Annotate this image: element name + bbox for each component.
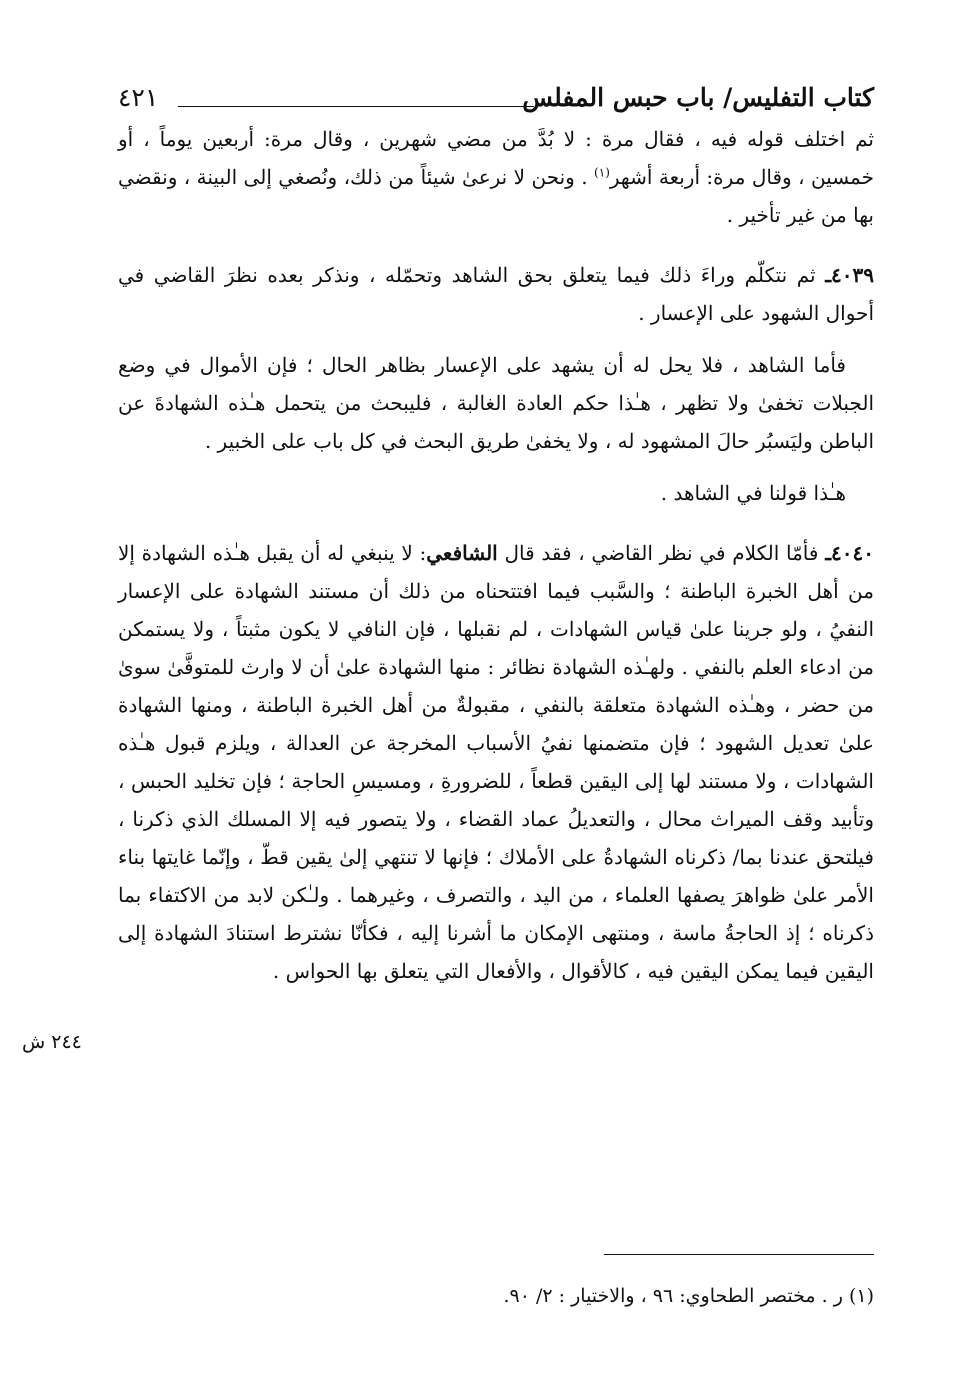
book-page	[118, 78, 874, 1378]
footnote-reference: (١)	[594, 165, 610, 180]
footnote-marker: (١)	[848, 1285, 874, 1307]
paragraph: فأما الشاهد ، فلا يحل له أن يشهد على الإعسار بظاهر الحال ؛ فإن الأموال في وضع الجبلات تخفىٰ ولا تظهر ، هـٰذا حكم العادة الغالبة ، فليبحث من يتحمل هـٰذه الشهادةَ عن الباطن وليَسبُر حالَ المشهود له ، ولا يخفىٰ طريق البحث في كل باب على الخبير .	[118, 353, 874, 453]
footnote-rule	[604, 1254, 874, 1255]
footnote-text: ر . مختصر الطحاوي: ٩٦ ، والاختيار : ٢/ ٩٠.	[503, 1285, 843, 1307]
body-text	[118, 120, 874, 990]
footnote	[118, 1281, 874, 1311]
page-number: ٤٢١	[118, 83, 159, 112]
bold-name: الشافعي	[426, 541, 498, 565]
paragraph: ثم اختلف قوله فيه ، فقال مرة : لا بُدَّ من مضي شهرين ، وقال مرة: أربعين يوماً ، أو خمسين ، وقال مرة: أربعة أشهر$^{(١)}$ . ونحن لا نرعىٰ شيئاً من ذلك، ونُصغي إلى البينة ، ونقضي بها من غير تأخير .	[118, 127, 874, 227]
paragraph: ٤٠٣٩ـ ثم نتكلّم وراءَ ذلك فيما يتعلق بحق الشاهد وتحمّله ، ونذكر بعده نظرَ القاضي في أحوال الشهود على الإعسار .	[118, 263, 875, 325]
header-rule	[178, 106, 534, 107]
paragraph: ٤٠٤٠ـ فأمّا الكلام في نظر القاضي ، فقد قال الشافعي: لا ينبغي له أن يقبل هـٰذه الشهادة إلا من أهل الخبرة الباطنة ؛ والسَّبب فيما افتتحناه من ذلك أن مستند الشهادة على الإعسار النفيُ ، ولو جرينا علىٰ قياس الشهادات ، لم نقبلها ، فإن النافي لا يكون مثبتاً ، ولا يستمكن من ادعاء العلم بالنفي . ولهـٰذه الشهادة نظائر : منها الشهادة علىٰ أن لا وارث للمتوفَّىٰ سوىٰ من حضر ، وهـٰذه الشهادة متعلقة بالنفي ، مقبولةٌ من أهل الخبرة الباطنة ، ومنها الشهادة علىٰ تعديل الشهود ؛ فإن متضمنها نفيُ الأسباب المخرجة عن العدالة ، ويلزم قبول هـٰذه الشهادات ، ولا مستند لها إلى اليقين قطعاً ، للضرورةِ ، ومسيسِ الحاجة ؛ فإن تخليد الحبس ، وتأبيد وقف الميراث محال ، والتعديلُ عماد القضاء ، ولا يتصور فيه إلا المسلك الذي ذكرنا ، فيلتحق عندنا بما/ ذكرناه الشهادةُ على الأملاك ؛ فإنها لا تنتهي إلىٰ يقين قطّ ، وإنّما غايتها بناء الأمر علىٰ ظواهرَ يصفها العلماء ، من اليد ، والتصرف ، وغيرهما . ولـٰكن لابد من الاكتفاء بما ذكرناه ؛ إذ الحاجةُ ماسة ، ومنتهى الإمكان ما أشرنا إليه ، فكأنّا نشترط استنادَ الشهادة إلى اليقين فيما يمكن اليقين فيه ، كالأقوال ، والأفعال التي يتعلق بها الحواس .	[118, 541, 875, 983]
paragraph: هـٰذا قولنا في الشاهد .	[660, 481, 846, 505]
paragraph-number: ٤٠٣٩ـ	[825, 263, 875, 287]
chapter-title: كتاب التفليس/ باب حبس المفلس	[522, 83, 874, 112]
running-head	[118, 78, 874, 118]
paragraph-number: ٤٠٤٠ـ	[825, 541, 875, 565]
margin-note: ٢٤٤ ش	[22, 1031, 82, 1053]
